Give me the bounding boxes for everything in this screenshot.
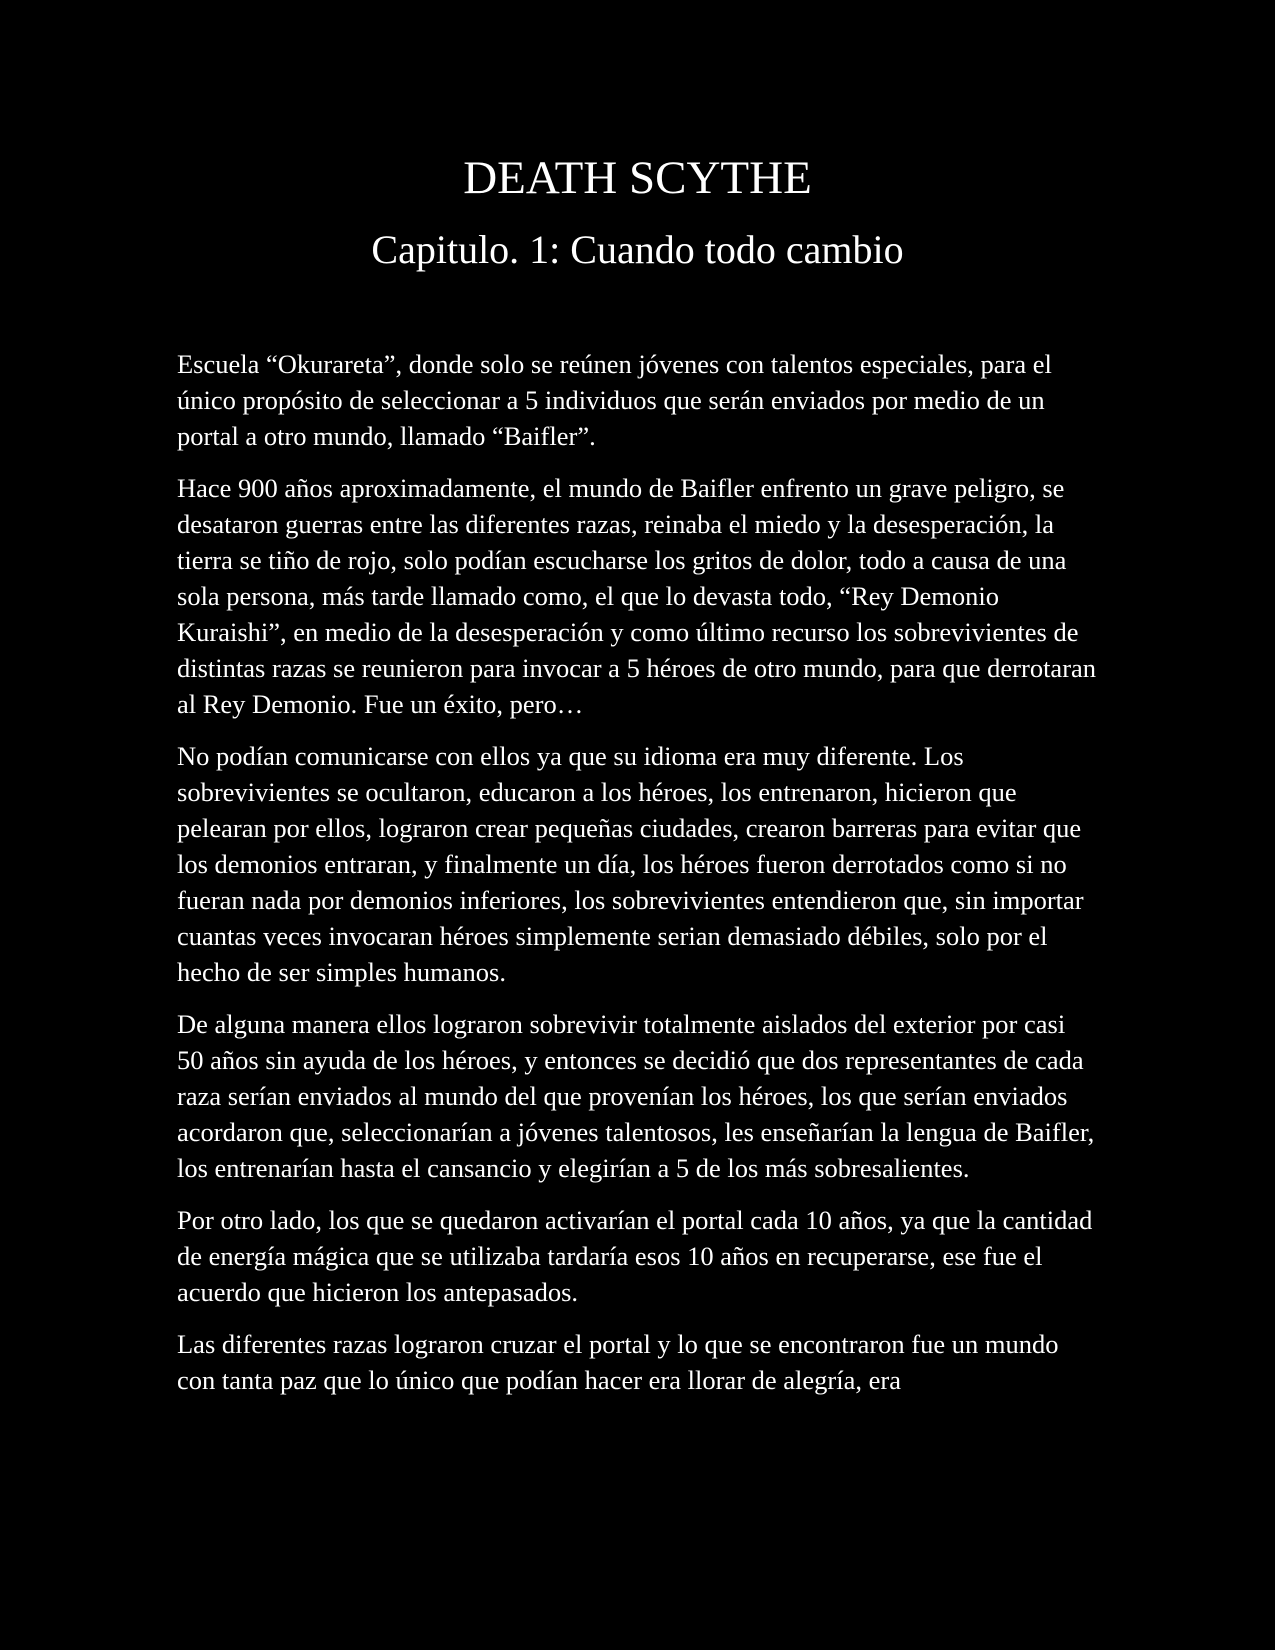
paragraph-4: De alguna manera ellos lograron sobrevivir totalmente aislados del exterior por casi 50 años sin ayuda de los héroes, y entonces se decidió que dos representantes de cada raza serían enviados al mundo del que provenían los héroes, los que serían enviados acordaron que, seleccionarían a jóvenes talentosos, les enseñarían la lengua de Baifler, los entrenarían hasta el cansancio y elegirían a 5 de los más sobresalientes.: [177, 1009, 1095, 1183]
paragraph-3: No podían comunicarse con ellos ya que su idioma era muy diferente. Los sobrevivientes se ocultaron, educaron a los héroes, los entrenaron, hicieron que pelearan por ellos, lograron crear pequeñas ciudades, crearon barreras para evitar que los demonios entraran, y finalmente un día, los héroes fueron derrotados como si no fueran nada por demonios inferiores, los sobrevivientes entendieron que, sin importar cuantas veces invocaran héroes simplemente serian demasiado débiles, solo por el hecho de ser simples humanos.: [177, 741, 1084, 987]
chapter-subtitle: Capitulo. 1: Cuando todo cambio: [371, 227, 904, 272]
paragraph-2: Hace 900 años aproximadamente, el mundo de Baifler enfrento un grave peligro, se desataron guerras entre las diferentes razas, reinaba el miedo y la desesperación, la tierra se tiño de rojo, solo podían escucharse los gritos de dolor, todo a causa de una sola persona, más tarde llamado como, el que lo devasta todo, “Rey Demonio Kuraishi”, en medio de la desesperación y como último recurso los sobrevivientes de distintas razas se reunieron para invocar a 5 héroes de otro mundo, para que derrotaran al Rey Demonio. Fue un éxito, pero…: [177, 473, 1097, 719]
paragraph-5: Por otro lado, los que se quedaron activarían el portal cada 10 años, ya que la cantidad de energía mágica que se utilizaba tardaría esos 10 años en recuperarse, ese fue el acuerdo que hicieron los antepasados.: [177, 1205, 1093, 1307]
document-body: [177, 346, 1097, 1414]
document-title: DEATH SCYTHE: [463, 152, 812, 204]
paragraph-6: Las diferentes razas lograron cruzar el portal y lo que se encontraron fue un mundo con tanta paz que lo único que podían hacer era llorar de alegría, era: [177, 1329, 1059, 1395]
paragraph-1: Escuela “Okurareta”, donde solo se reúnen jóvenes con talentos especiales, para el único propósito de seleccionar a 5 individuos que serán enviados por medio de un portal a otro mundo, llamado “Baifler”.: [177, 349, 1052, 451]
